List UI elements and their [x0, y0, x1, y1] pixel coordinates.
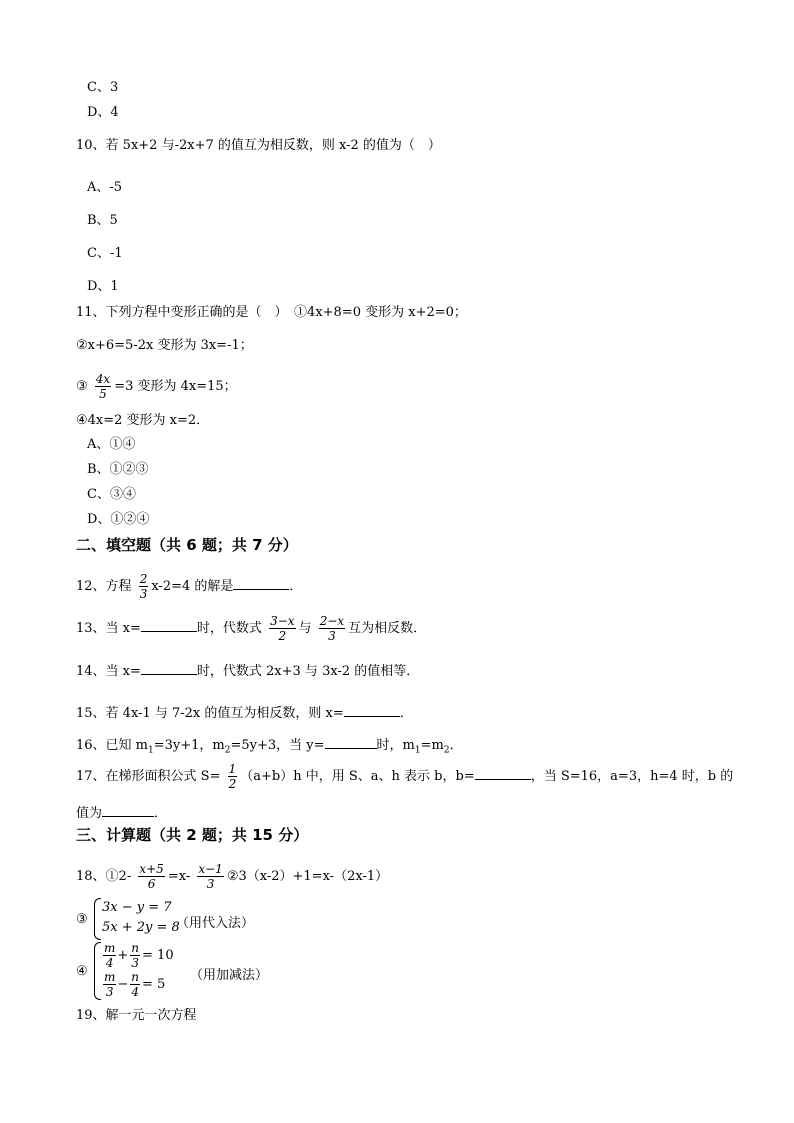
q18-text: =x-: [167, 869, 191, 884]
q15-answer-blank[interactable]: [344, 705, 400, 717]
fraction-denominator: 5: [99, 387, 107, 401]
q17-line-2-end: ．: [154, 806, 168, 821]
q16-text-6: ．: [449, 738, 463, 753]
q17-end: ，当 S=16，a=3，h=4 时，b 的: [530, 769, 734, 784]
q17-text: （a+b）h 中，用 S、a、h 表示 b，b=: [240, 769, 475, 784]
q16-sub-1: 1: [148, 745, 154, 756]
q18-system-2-method: （用加减法）: [190, 968, 269, 983]
fraction-numerator: 2−x: [319, 614, 345, 628]
q17-line-2-prefix: 值为: [76, 806, 103, 821]
q12-text: x-2=4 的解是: [151, 579, 234, 594]
q16-sub-3: 1: [414, 745, 421, 756]
system-1-equation-1: 3x − y = 7: [102, 900, 172, 915]
fraction-numerator: n: [131, 970, 140, 984]
q13-end: 互为相反数．: [348, 621, 427, 636]
q13-text-2: 与: [298, 621, 312, 636]
q18-part-2: ②3（x-2）+1=x-（2x-1）: [226, 869, 389, 884]
q16: [76, 737, 463, 759]
rhs: = 5: [142, 977, 166, 992]
q11-option-d: D、①②④: [87, 512, 150, 527]
q16-sub-2: 2: [224, 745, 231, 756]
q12-end: ．: [289, 579, 303, 594]
left-brace-icon: [94, 942, 101, 1000]
q14-prefix: 14、当 x=: [76, 664, 141, 679]
fraction-denominator: 4: [105, 956, 114, 970]
fraction: [130, 971, 140, 998]
fraction-numerator: 1: [228, 762, 237, 776]
q11-option-c: C、③④: [87, 487, 136, 502]
q15-end: ．: [399, 706, 413, 721]
fraction-denominator: 2: [228, 777, 237, 791]
q13-text-1: 时，代数式: [196, 621, 262, 636]
q12-answer-blank[interactable]: [233, 578, 289, 590]
q13-fraction-1: [269, 615, 295, 642]
q9-option-c: C、3: [87, 80, 119, 95]
system-1-equation-2: 5x + 2y = 8: [102, 920, 180, 935]
q11-item-2: ②x+6=5-2x 变形为 3x=-1；: [76, 338, 253, 353]
q15-prefix: 15、若 4x-1 与 7-2x 的值互为相反数，则 x=: [76, 706, 344, 721]
q12: [76, 572, 302, 602]
q17-answer-blank-1[interactable]: [475, 768, 531, 780]
q11-item-4: ④4x=2 变形为 x=2．: [76, 413, 210, 428]
q16-text-3: =5y+3，当 y=: [230, 738, 325, 753]
fraction-denominator: 3: [105, 985, 114, 999]
q12-fraction: [139, 573, 149, 600]
q18-fraction-1: [138, 863, 164, 890]
fraction-denominator: 3: [206, 877, 215, 891]
q18-system-2: [94, 942, 194, 1000]
q10-option-b: B、5: [87, 213, 118, 228]
q18-system-1-method: （用代入法）: [176, 916, 255, 931]
q18-prefix: 18、①2-: [76, 869, 132, 884]
q13-prefix: 13、当 x=: [76, 621, 141, 636]
fraction-denominator: 2: [278, 629, 287, 643]
q10-option-a: A、-5: [87, 180, 123, 195]
left-brace-icon: [94, 898, 101, 940]
q18-system-1: [94, 898, 184, 940]
fraction: [103, 942, 116, 969]
q13: [76, 614, 426, 644]
section-2-heading: 二、填空题（共 6 题；共 7 分）: [76, 536, 298, 554]
fraction-numerator: n: [131, 941, 140, 955]
fraction-numerator: 3−x: [270, 614, 295, 628]
fraction-numerator: x+5: [139, 862, 164, 876]
q10-option-d: D、1: [87, 279, 119, 294]
q15: [76, 705, 413, 722]
q18-item-4-label: ④: [76, 964, 88, 979]
fraction-numerator: 2: [139, 572, 148, 586]
operator: −: [117, 977, 129, 992]
fraction-numerator: 4x: [95, 372, 111, 386]
fraction-denominator: 4: [131, 985, 139, 999]
rhs: = 10: [142, 948, 174, 963]
q11-item-3: [76, 372, 237, 402]
q14: [76, 663, 419, 680]
q17-line-2: [76, 805, 167, 822]
q12-prefix: 12、方程: [76, 579, 132, 594]
q16-text-4: 时，m: [376, 738, 415, 753]
q18-fraction-2: [197, 863, 223, 890]
q16-text-5: =m: [420, 738, 444, 753]
q14-answer-blank[interactable]: [141, 663, 197, 675]
q17-answer-blank-2[interactable]: [102, 805, 154, 817]
q14-end: 时，代数式 2x+3 与 3x-2 的值相等．: [196, 664, 420, 679]
q11-item-3-label: ③: [76, 379, 88, 394]
q16-answer-blank[interactable]: [325, 737, 377, 749]
fraction-denominator: 3: [139, 587, 148, 601]
q16-sub-4: 2: [443, 745, 450, 756]
q17-prefix: 17、在梯形面积公式 S=: [76, 769, 221, 784]
fraction-numerator: m: [104, 970, 116, 984]
fraction-denominator: 6: [147, 877, 156, 891]
q18-item-3-label: ③: [76, 912, 88, 927]
section-3-heading: 三、计算题（共 2 题；共 15 分）: [76, 826, 309, 844]
q18-line-1: [76, 862, 388, 892]
q11-option-b: B、①②③: [87, 462, 149, 477]
operator: +: [117, 948, 129, 963]
fraction-numerator: m: [104, 941, 116, 955]
q11-stem: 11、下列方程中变形正确的是（ ） ①4x+8=0 变形为 x+2=0；: [76, 305, 467, 320]
q17: [76, 762, 733, 792]
fraction: [103, 971, 116, 998]
fraction-denominator: 3: [328, 629, 336, 643]
q19-stem: 19、解一元一次方程: [76, 1008, 197, 1023]
q17-fraction: [228, 763, 238, 790]
fraction-numerator: x−1: [198, 862, 223, 876]
q13-fraction-2: [319, 615, 345, 642]
system-2-equation-2: [102, 971, 165, 998]
q10-option-c: C、-1: [87, 246, 123, 261]
q13-answer-blank[interactable]: [141, 620, 197, 632]
q9-option-d: D、4: [87, 105, 119, 120]
q16-text-1: 16、已知 m: [76, 738, 149, 753]
q16-text-2: =3y+1，m: [153, 738, 225, 753]
fraction-denominator: 3: [131, 956, 139, 970]
q11-option-a: A、①④: [87, 437, 136, 452]
q11-item-3-text: =3 变形为 4x=15；: [114, 379, 237, 394]
system-2-equation-1: [102, 942, 174, 969]
q10-stem: 10、若 5x+2 与-2x+7 的值互为相反数，则 x-2 的值为（ ）: [76, 138, 441, 153]
fraction: [130, 942, 140, 969]
q11-item-3-fraction: [95, 373, 111, 400]
